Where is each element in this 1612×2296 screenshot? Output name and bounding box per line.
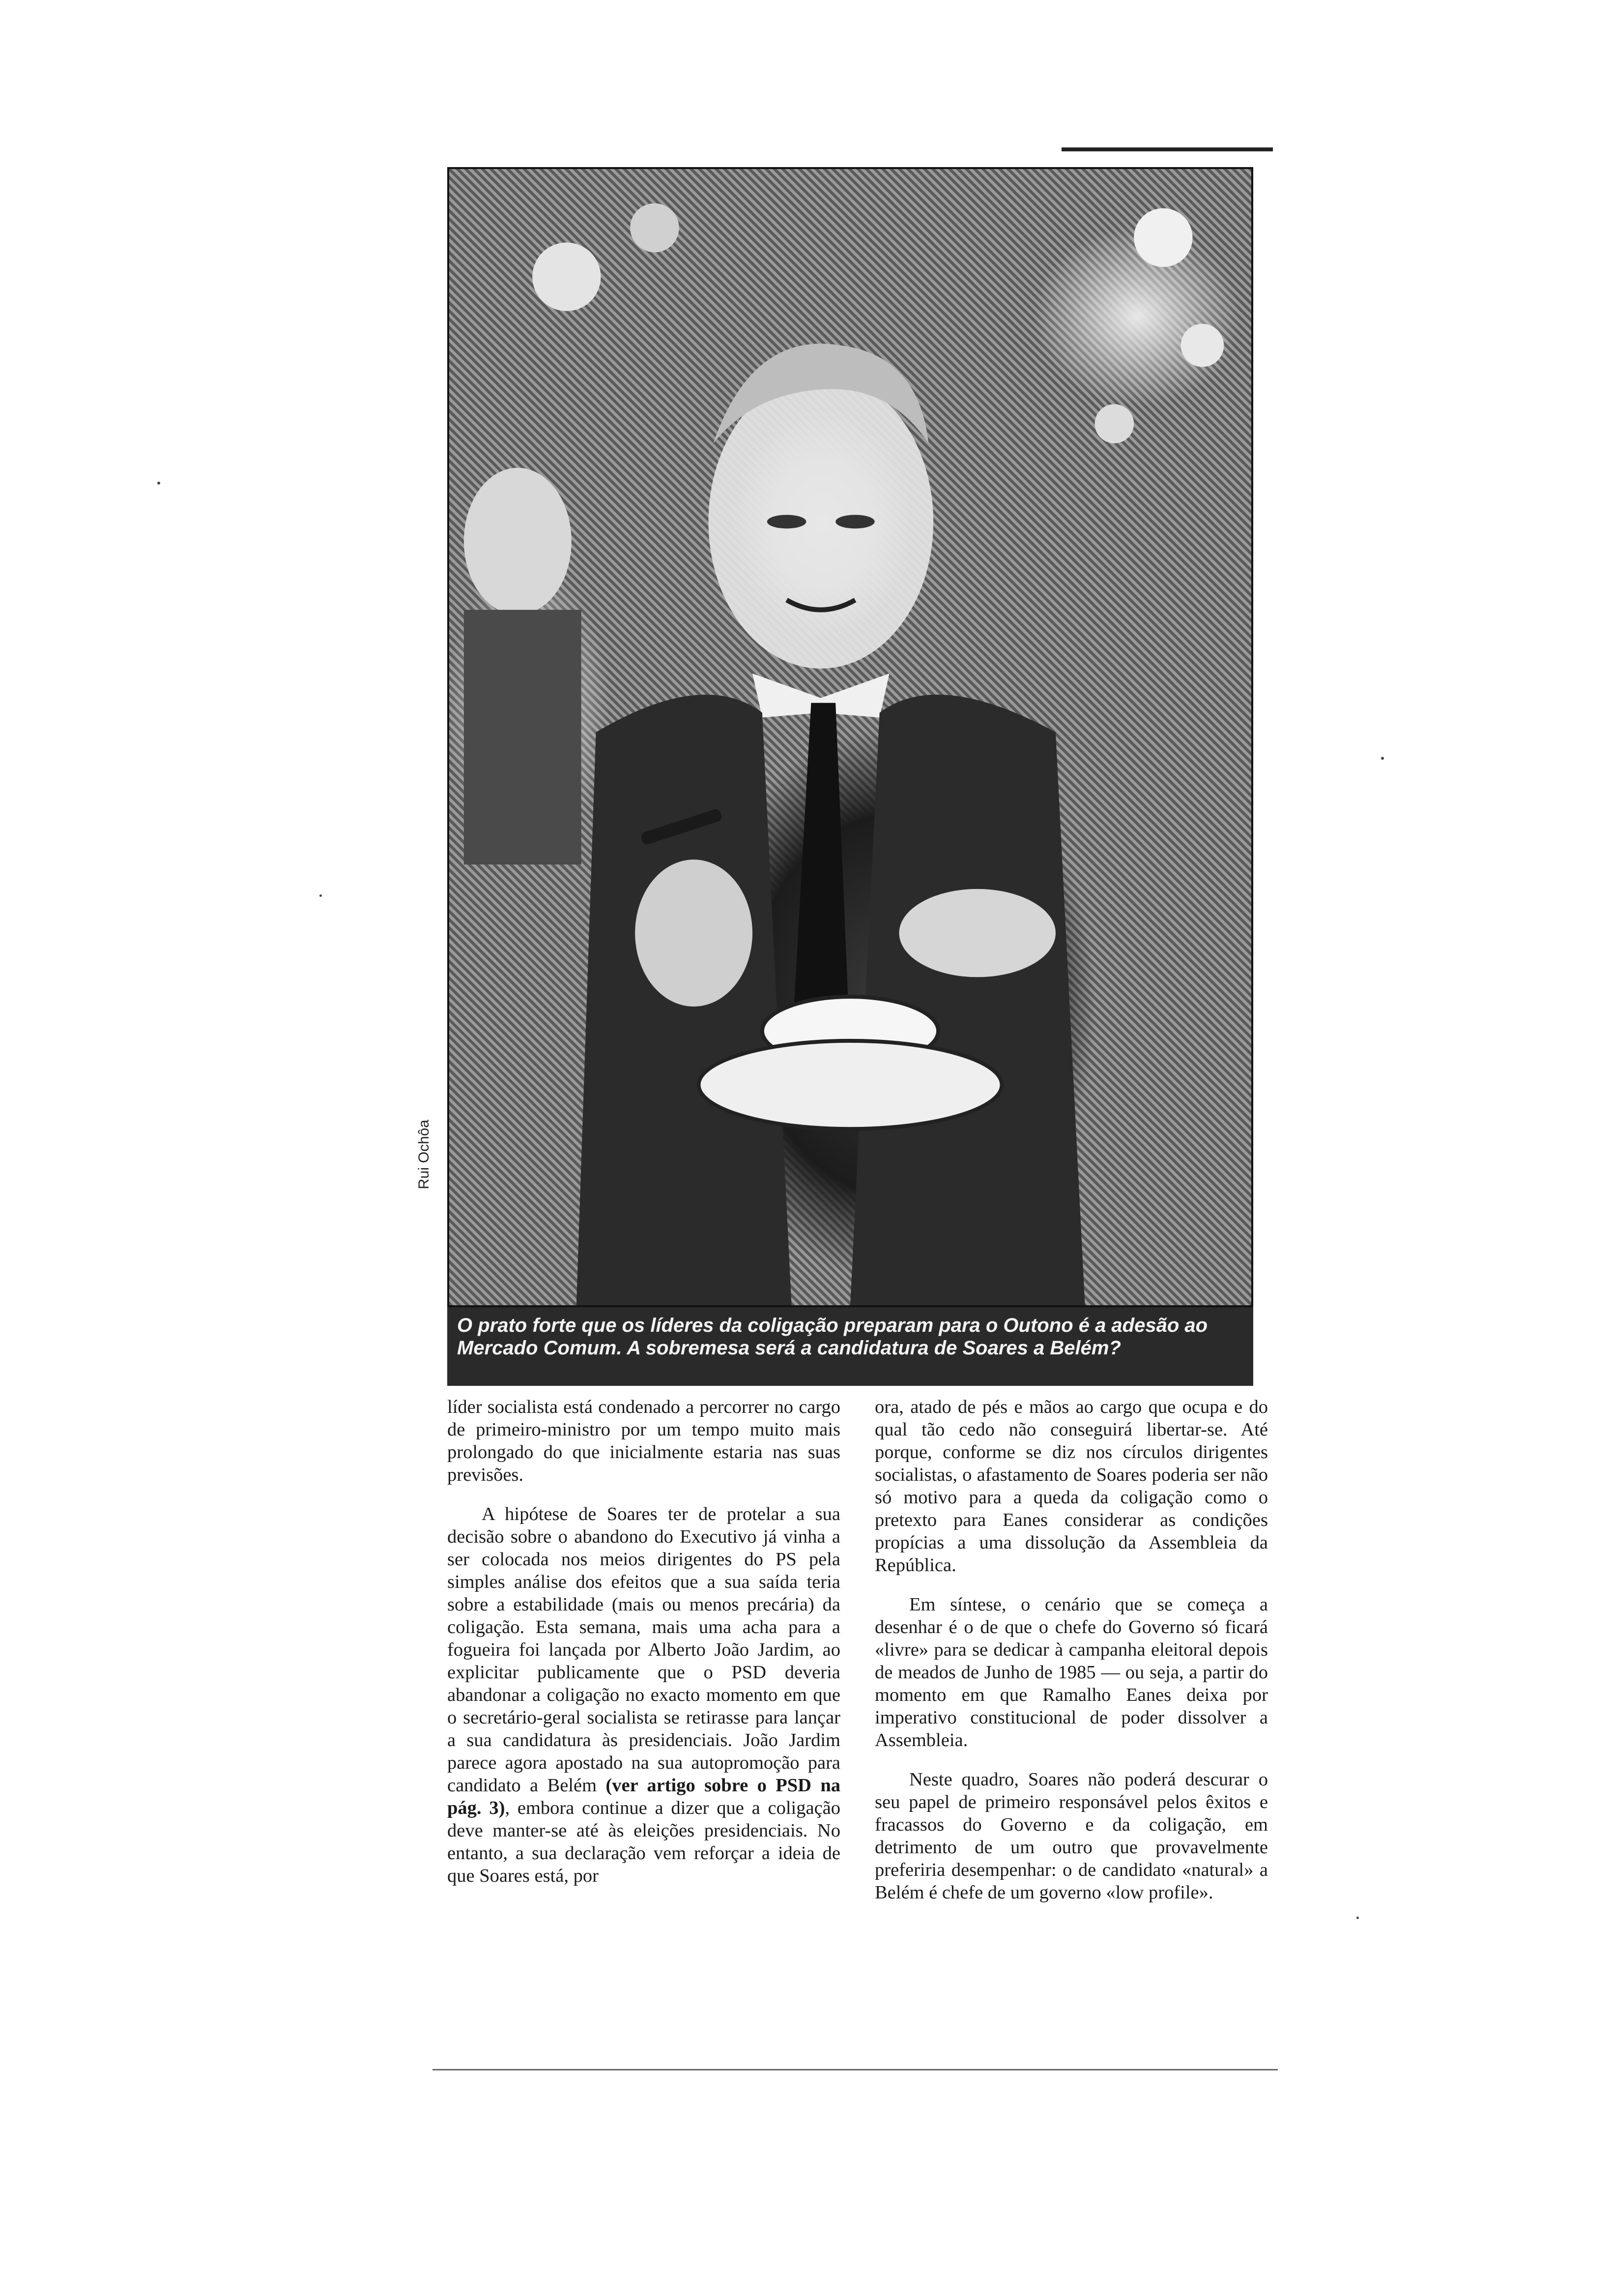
scan-speck (1381, 757, 1384, 760)
photo-credit: Rui Ochôa (416, 1119, 432, 1189)
paragraph-text: , embora continue a dizer que a coligação deve manter-se até às eleições presidenciais. No entanto, a sua declaração vem reforçar a ideia de que Soares está, por (447, 1798, 841, 1886)
scan-speck (319, 894, 322, 897)
newspaper-clipping (416, 162, 1278, 2084)
page-reference: (ver artigo sobre o PSD na pág. 3) (447, 1775, 840, 1818)
paragraph: líder socialista está condenado a percorrer no cargo de primeiro-ministro por um tempo muito mais prolongado do que inicialmente estaria nas suas previsões. (447, 1397, 840, 1485)
article-column-left (447, 1396, 840, 1904)
paragraph (447, 1503, 840, 1887)
paragraph-text: A hipótese de Soares ter de protelar a sua decisão sobre o abandono do Executivo já vinha a ser colocada nos meios dirigentes do PS pela simples análise dos efeitos que a sua saída teria sobre a estabilidade (mais ou menos precária) da coligação. Esta semana, mais uma acha para a fogueira foi lançada por Alberto João Jardim, ao explicitar publicamente que o PSD deveria abandonar a coligação no exacto momento em que o secretário-geral socialista se retirasse para lançar a sua candidatura às presidenciais. João Jardim parece agora apostado na sua autopromoção para candidato a Belém (447, 1504, 840, 1796)
photo-caption: O prato forte que os líderes da coligação preparam para o Outono é a adesão ao Mercado Comum. A sobremesa será a candidatura de Soares a Belém? (447, 1307, 1253, 1386)
scan-speck (157, 482, 160, 485)
paragraph: Neste quadro, Soares não poderá descurar o seu papel de primeiro responsável pelos êxitos e fracassos do Governo e da coligação, em detrimento de um outro que provavelmente preferiria desempenhar: o de candidato «natural» a Belém é chefe de um governo «low profile». (875, 1769, 1268, 1903)
scan-speck (1356, 1917, 1359, 1919)
article-body (442, 1396, 1268, 2049)
bottom-rule (432, 2069, 1278, 2070)
photo-illustration (449, 169, 1251, 1305)
paragraph: Em síntese, o cenário que se começa a desenhar é o de que o chefe do Governo só ficará «livre» para se dedicar à campanha eleitoral depois de meados de Junho de 1985 — ou seja, a partir do momento em que Ramalho Eanes deixa por imperativo constitucional de poder dissolver a Assembleia. (875, 1594, 1268, 1751)
news-photo (447, 167, 1253, 1307)
top-rule (1062, 147, 1273, 151)
article-column-right (875, 1396, 1268, 1921)
paragraph: ora, atado de pés e mãos ao cargo que ocupa e do qual tão cedo não conseguirá libertar-se. Até porque, conforme se diz nos círculos dirigentes socialistas, o afastamento de Soares poderia ser não só motivo para a queda da coligação como o pretexto para Eanes considerar as condições propícias a uma dissolução da Assembleia da República. (875, 1397, 1268, 1576)
